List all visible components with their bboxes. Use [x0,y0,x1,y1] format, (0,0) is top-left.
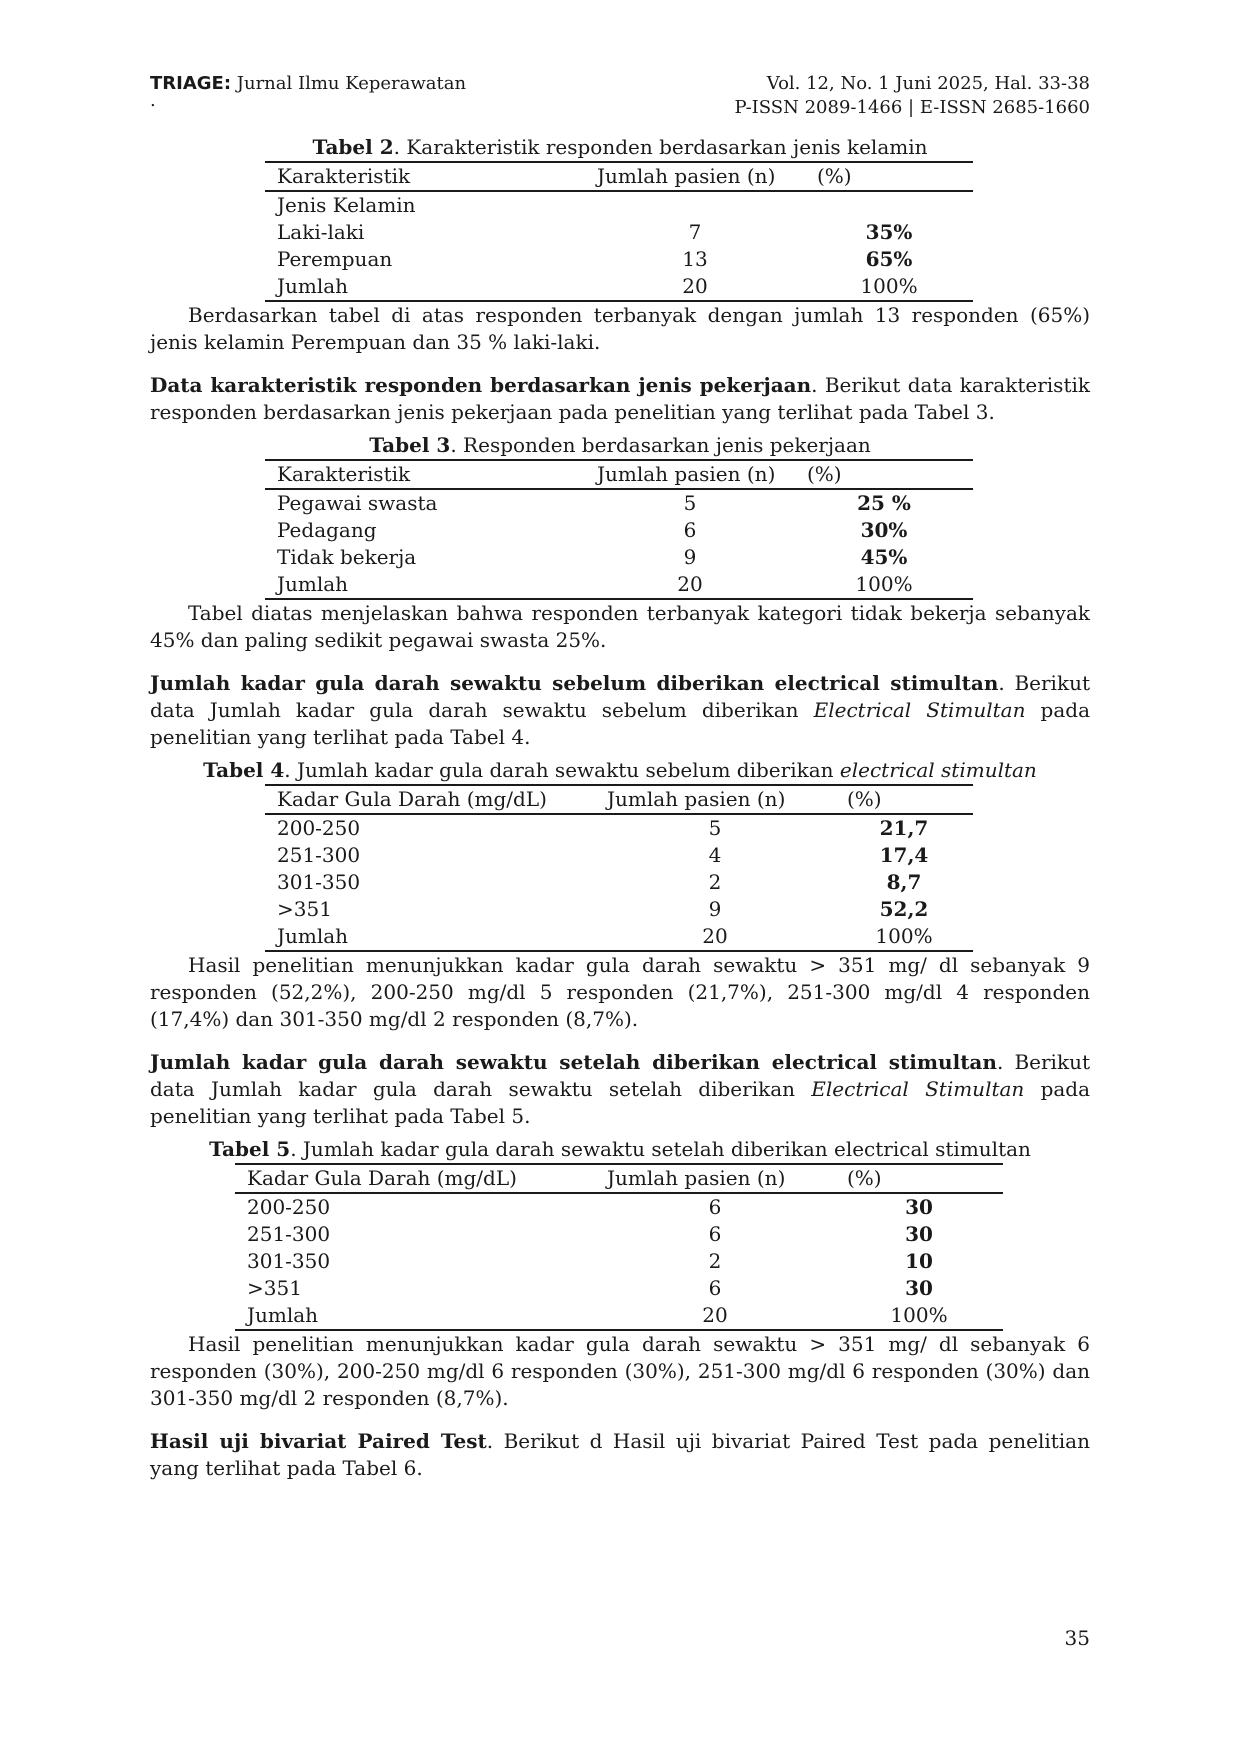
table-row: Jumlah 20 100% [265,571,973,599]
table-row: 301-350 2 8,7 [277,870,922,894]
table-3 [265,459,973,600]
column-header: Jumlah pasien (n) [597,164,776,188]
table-row: Laki-laki 7 35% [277,220,913,244]
section-label: Jenis Kelamin [277,193,416,217]
table-row: Jumlah 20 100% [265,923,973,951]
section-heading: Data karakteristik responden berdasarkan jenis pekerjaan [150,373,812,397]
table-row: Perempuan 13 65% [277,247,913,271]
table-3-caption: Tabel 3. Responden berdasarkan jenis pekerjaan [369,433,871,457]
table-row: Tidak bekerja 9 45% [277,545,908,569]
running-header [150,72,1090,120]
column-header: (%) [847,1166,882,1190]
table-row: Pegawai swasta 5 25 % [277,491,911,515]
column-header: (%) [847,787,882,811]
column-header: Kadar Gula Darah (mg/dL) [277,787,547,811]
journal-title [150,72,466,120]
table-row: Pedagang 6 30% [277,518,908,542]
table-5 [235,1163,1003,1331]
header-dot: . [150,90,156,111]
table-4-caption: Tabel 4. Jumlah kadar gula darah sewaktu sebelum diberikan electrical stimultan [203,758,1037,782]
section-paragraph: Hasil uji bivariat Paired Test. Berikut d Hasil uji bivariat Paired Test pada penelitian yang terlihat pada Tabel 6. [150,1429,1090,1480]
column-header: Jumlah pasien (n) [607,1166,786,1190]
paper-page [150,72,1090,1482]
journal-issue-info [734,72,1090,120]
table-2 [265,161,973,302]
column-header: Jumlah pasien (n) [597,462,776,486]
table-5-caption: Tabel 5. Jumlah kadar gula darah sewaktu setelah diberikan electrical stimultan [209,1137,1031,1161]
journal-brand: TRIAGE: [150,73,232,94]
page-number: 35 [1064,1626,1090,1650]
table-row: Jumlah 20 100% [265,273,973,301]
column-header: Kadar Gula Darah (mg/dL) [247,1166,517,1190]
issn-info: P-ISSN 2089-1466 | E-ISSN 2685-1660 [734,97,1090,118]
column-header: (%) [807,462,842,486]
table-4 [265,784,973,952]
table-row: 301-350 2 10 [247,1249,933,1273]
section-heading: Jumlah kadar gula darah sewaktu sebelum diberikan electrical stimultan [150,671,999,695]
column-header: (%) [817,164,852,188]
journal-name: Jurnal Ilmu Keperawatan [231,73,467,94]
column-header: Jumlah pasien (n) [607,787,786,811]
section-paragraph: Jumlah kadar gula darah sewaktu sebelum diberikan electrical stimultan. Berikut data Jumlah kadar gula darah sewaktu sebelum diberikan Electrical Stimultan pada penelitian yang terlihat pada Tabel 4. [150,671,1091,749]
paragraph: Berdasarkan tabel di atas responden terbanyak dengan jumlah 13 responden (65%) jenis kelamin Perempuan dan 35 % laki-laki. [150,303,1090,354]
volume-info: Vol. 12, No. 1 Juni 2025, Hal. 33-38 [766,73,1090,94]
table-row: >351 9 52,2 [277,897,929,921]
section-paragraph: Jumlah kadar gula darah sewaktu setelah diberikan electrical stimultan. Berikut data Jumlah kadar gula darah sewaktu setelah diberikan Electrical Stimultan pada penelitian yang terlihat pada Tabel 5. [150,1050,1091,1128]
table-row: 251-300 4 17,4 [277,843,929,867]
column-header: Karakteristik [277,462,411,486]
table-row: 251-300 6 30 [247,1222,933,1246]
table-row: Jumlah 20 100% [235,1302,1003,1330]
paragraph: Hasil penelitian menunjukkan kadar gula darah sewaktu > 351 mg/ dl sebanyak 6 responden (30%), 200-250 mg/dl 6 responden (30%), 251-300 mg/dl 6 responden (30%) dan 301-350 mg/dl 2 responden (8,7%). [150,1332,1090,1410]
table-row: 200-250 5 21,7 [277,816,929,840]
table-header-row [265,460,973,489]
paragraph: Tabel diatas menjelaskan bahwa responden terbanyak kategori tidak bekerja sebanyak 45% dan paling sedikit pegawai swasta 25%. [150,601,1090,652]
table-header-row [235,1164,1003,1193]
column-header: Karakteristik [277,164,411,188]
table-2-caption: Tabel 2. Karakteristik responden berdasarkan jenis kelamin [312,135,928,159]
section-paragraph: Data karakteristik responden berdasarkan jenis pekerjaan. Berikut data karakteristik responden berdasarkan jenis pekerjaan pada penelitian yang terlihat pada Tabel 3. [150,373,1090,424]
table-header-row [265,162,973,191]
paragraph: Hasil penelitian menunjukkan kadar gula darah sewaktu > 351 mg/ dl sebanyak 9 responden (52,2%), 200-250 mg/dl 5 responden (21,7%), 251-300 mg/dl 4 responden (17,4%) dan 301-350 mg/dl 2 responden (8,7%). [150,953,1090,1031]
table-header-row [265,785,973,814]
section-heading: Jumlah kadar gula darah sewaktu setelah diberikan electrical stimultan [150,1050,997,1074]
table-row [265,191,973,219]
section-heading: Hasil uji bivariat Paired Test [150,1429,487,1453]
table-row: 200-250 6 30 [247,1195,933,1219]
table-row: >351 6 30 [247,1276,933,1300]
